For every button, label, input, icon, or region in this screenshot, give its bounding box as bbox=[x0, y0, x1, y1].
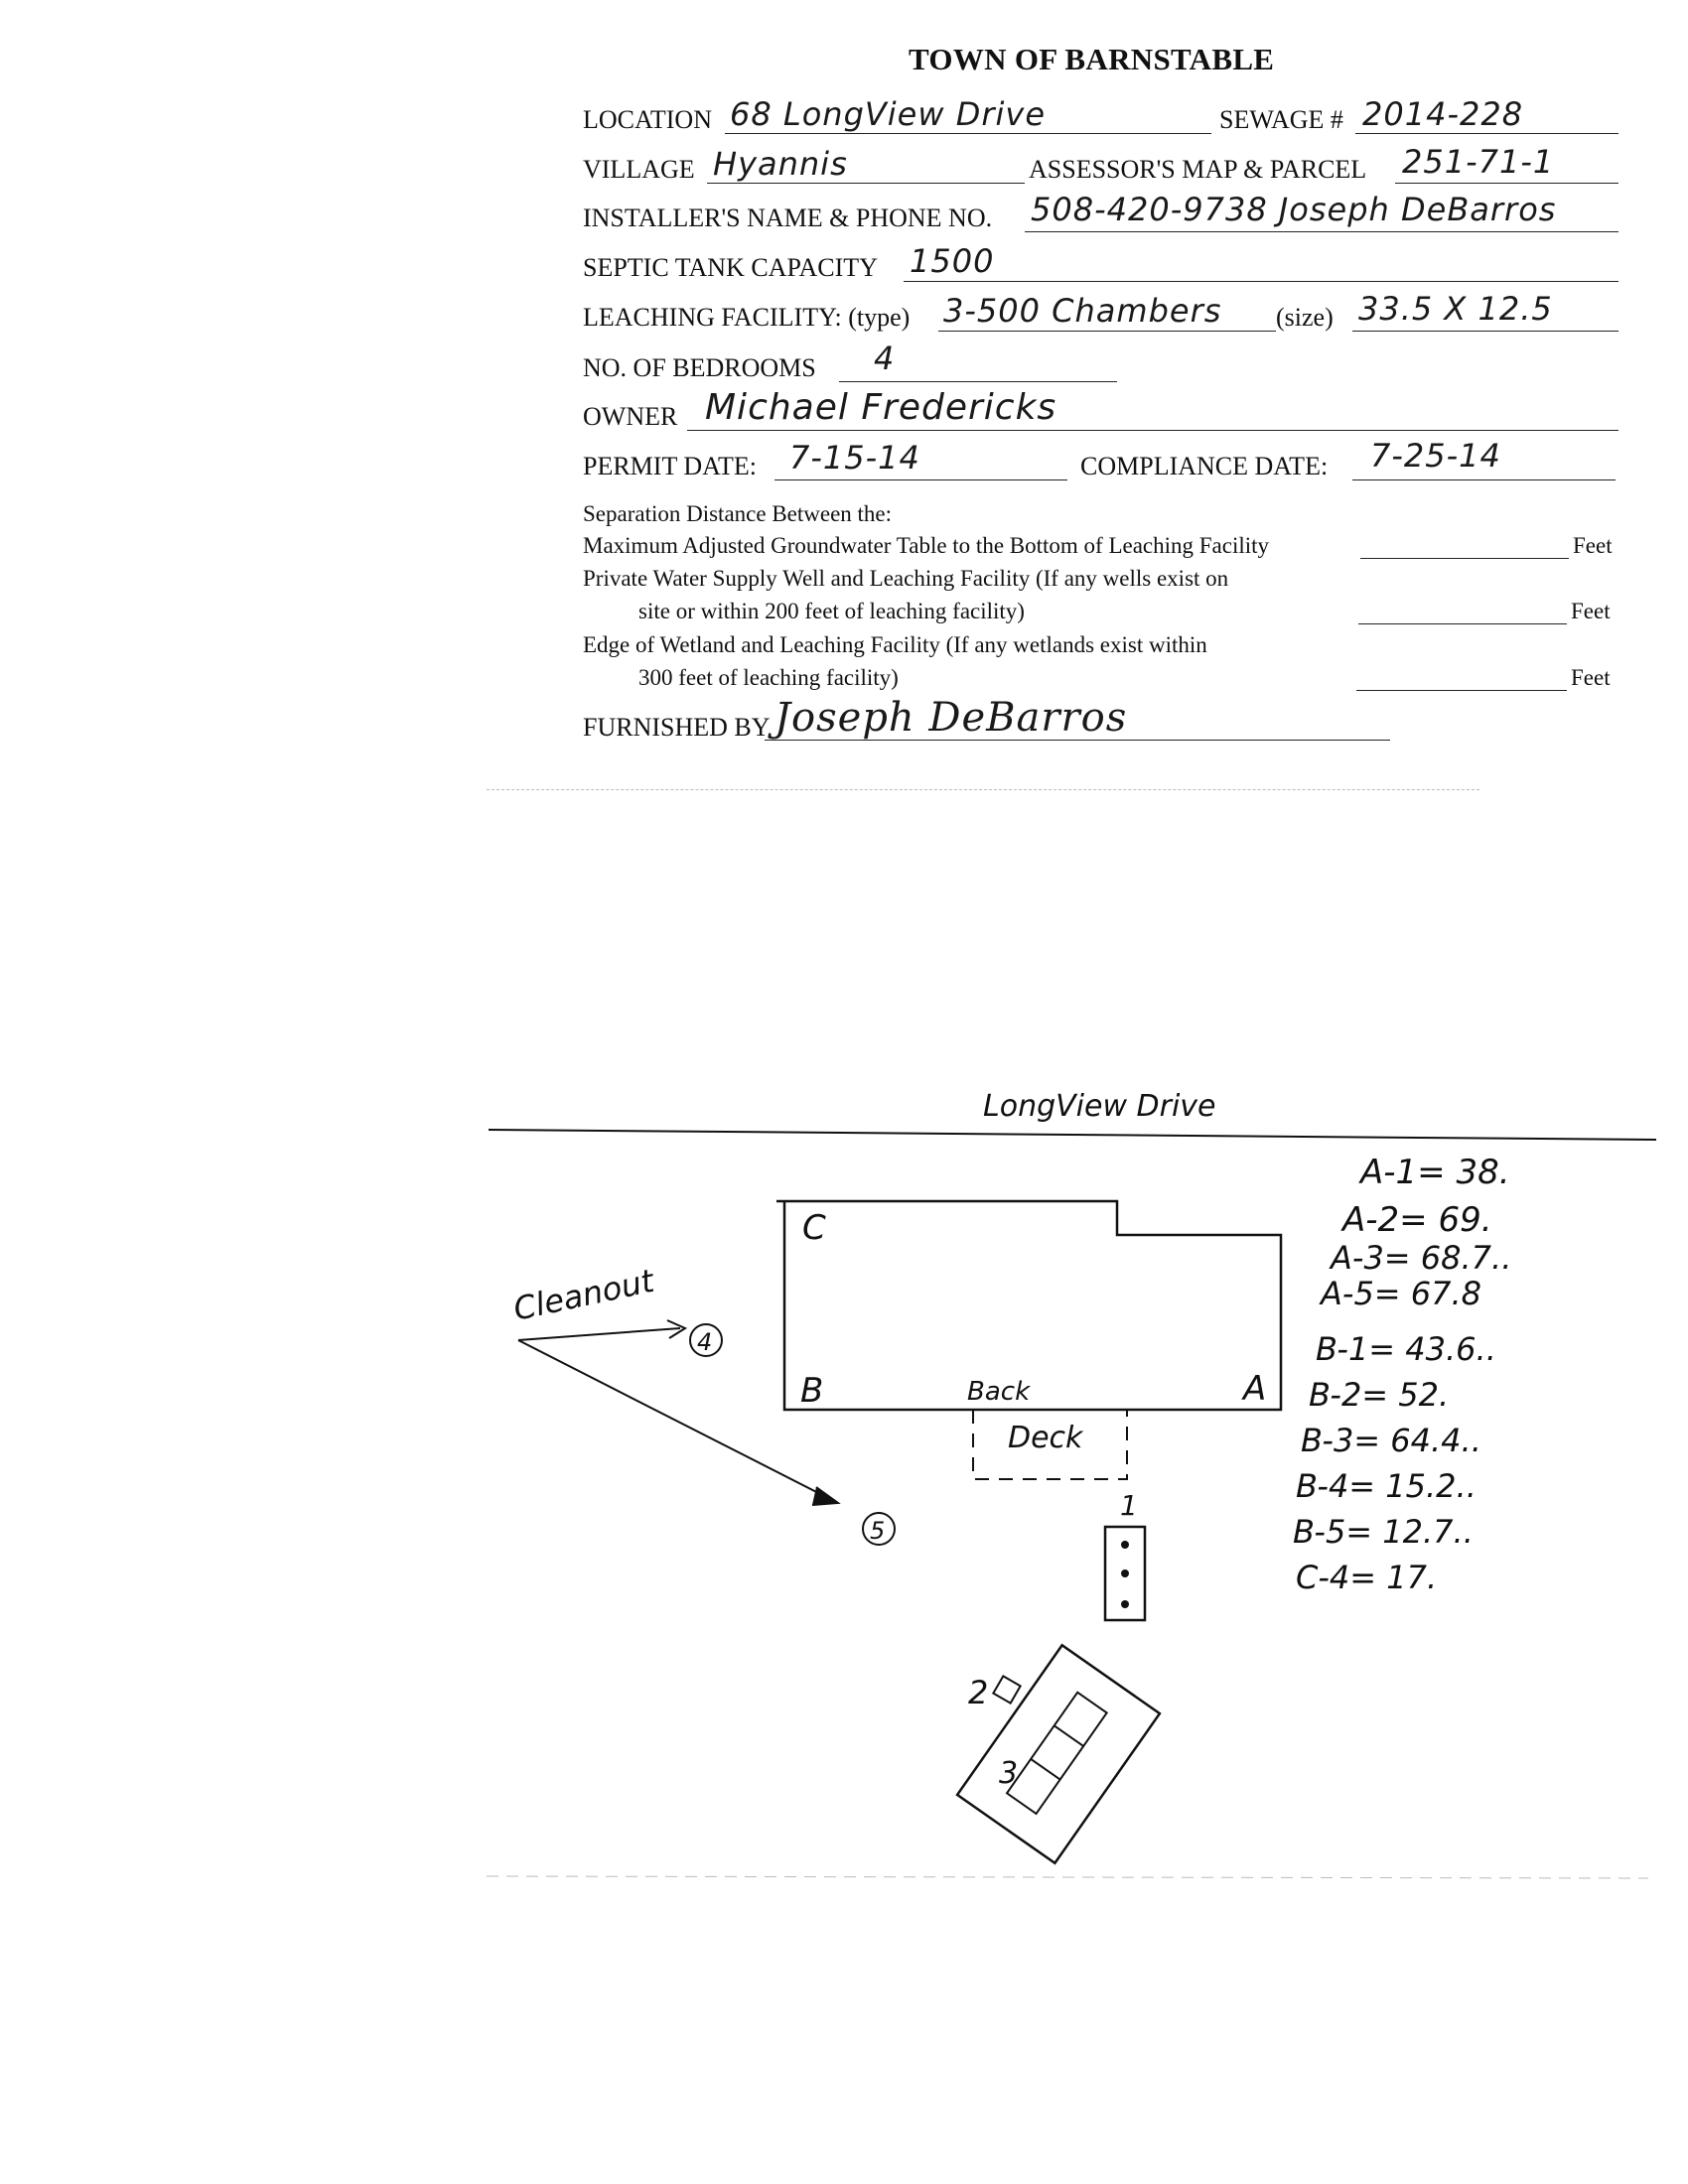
measurement-7: B-3= 64.4.. bbox=[1301, 1422, 1481, 1459]
septic-value[interactable]: 1500 bbox=[910, 242, 995, 280]
assessor-line bbox=[1395, 183, 1618, 184]
leaching-size-line bbox=[1352, 331, 1618, 332]
compliance-value[interactable]: 7-25-14 bbox=[1370, 437, 1501, 475]
measurement-5: B-1= 43.6.. bbox=[1316, 1330, 1496, 1368]
location-line bbox=[725, 133, 1211, 134]
corner-a-label: A bbox=[1243, 1369, 1267, 1409]
measurement-10: C-4= 17. bbox=[1296, 1559, 1438, 1596]
owner-line bbox=[687, 430, 1618, 431]
wetland-text-2: 300 feet of leaching facility) bbox=[638, 665, 899, 690]
installer-value[interactable]: 508-420-9738 Joseph DeBarros bbox=[1031, 191, 1557, 228]
wetland-line[interactable] bbox=[1356, 690, 1567, 691]
scan-divider-bottom bbox=[487, 1876, 1648, 1878]
compliance-label: COMPLIANCE DATE: bbox=[1080, 452, 1329, 480]
measurement-8: B-4= 15.2.. bbox=[1296, 1467, 1477, 1505]
marker-5-label: 5 bbox=[870, 1517, 886, 1545]
well-text-1: Private Water Supply Well and Leaching Facility (If any wells exist on bbox=[583, 566, 1229, 591]
marker-3-label: 3 bbox=[999, 1756, 1019, 1791]
well-line[interactable] bbox=[1358, 623, 1567, 624]
groundwater-line[interactable] bbox=[1360, 558, 1569, 559]
sewage-value[interactable]: 2014-228 bbox=[1362, 95, 1524, 133]
installer-line bbox=[1025, 231, 1618, 232]
owner-label: OWNER bbox=[583, 402, 678, 431]
form-title: TOWN OF BARNSTABLE bbox=[909, 42, 1275, 76]
village-value[interactable]: Hyannis bbox=[713, 145, 848, 183]
deck-label: Deck bbox=[1008, 1421, 1083, 1455]
tank-dot-2 bbox=[1121, 1570, 1129, 1577]
furnished-signature: Joseph DeBarros bbox=[774, 695, 1128, 741]
marker-2-box bbox=[993, 1676, 1020, 1703]
wetland-unit: Feet bbox=[1571, 665, 1611, 690]
village-label: VILLAGE bbox=[583, 155, 695, 184]
leaching-type-value[interactable]: 3-500 Chambers bbox=[943, 292, 1222, 330]
permit-line bbox=[774, 479, 1067, 480]
separation-heading: Separation Distance Between the: bbox=[583, 501, 893, 526]
well-unit: Feet bbox=[1571, 599, 1611, 623]
septic-compliance-form bbox=[0, 0, 1688, 794]
street-label: LongView Drive bbox=[983, 1089, 1216, 1124]
site-sketch-svg bbox=[0, 1072, 1688, 1906]
compliance-line bbox=[1352, 479, 1616, 480]
measurement-2: A-2= 69. bbox=[1342, 1200, 1492, 1240]
measurement-4: A-5= 67.8 bbox=[1321, 1275, 1482, 1312]
measurement-3: A-3= 68.7.. bbox=[1331, 1239, 1512, 1277]
leaching-type-line bbox=[938, 331, 1276, 332]
leaching-size-label: (size) bbox=[1276, 303, 1334, 332]
groundwater-unit: Feet bbox=[1573, 533, 1613, 558]
site-sketch bbox=[0, 1072, 1688, 1906]
measurement-6: B-2= 52. bbox=[1309, 1376, 1450, 1414]
location-value[interactable]: 68 LongView Drive bbox=[730, 95, 1047, 133]
wetland-text-1: Edge of Wetland and Leaching Facility (If any wetlands exist within bbox=[583, 632, 1207, 657]
sewage-line bbox=[1355, 133, 1618, 134]
marker-1-label: 1 bbox=[1120, 1489, 1138, 1522]
leaching-type-label: LEACHING FACILITY: (type) bbox=[583, 303, 911, 332]
groundwater-text: Maximum Adjusted Groundwater Table to the Bottom of Leaching Facility bbox=[583, 533, 1270, 558]
owner-value[interactable]: Michael Fredericks bbox=[705, 387, 1057, 428]
tank-dot-3 bbox=[1121, 1600, 1129, 1608]
bedrooms-label: NO. OF BEDROOMS bbox=[583, 353, 816, 382]
permit-value[interactable]: 7-15-14 bbox=[789, 439, 920, 477]
assessor-value[interactable]: 251-71-1 bbox=[1402, 143, 1555, 181]
marker-2-label: 2 bbox=[968, 1674, 989, 1711]
street-line bbox=[489, 1130, 1656, 1140]
marker-4-label: 4 bbox=[697, 1328, 713, 1356]
septic-label: SEPTIC TANK CAPACITY bbox=[583, 253, 878, 282]
bedrooms-line bbox=[839, 381, 1117, 382]
cleanout-label: Cleanout bbox=[509, 1261, 657, 1328]
measurement-1: A-1= 38. bbox=[1360, 1153, 1510, 1192]
permit-label: PERMIT DATE: bbox=[583, 452, 758, 480]
installer-label: INSTALLER'S NAME & PHONE NO. bbox=[583, 204, 993, 232]
bedrooms-value[interactable]: 4 bbox=[874, 340, 896, 377]
septic-line bbox=[904, 281, 1618, 282]
leaching-size-value[interactable]: 33.5 X 12.5 bbox=[1358, 290, 1553, 328]
tank-dot-1 bbox=[1121, 1541, 1129, 1549]
assessor-label: ASSESSOR'S MAP & PARCEL bbox=[1029, 155, 1367, 184]
leaching-chambers bbox=[1007, 1693, 1107, 1814]
chamber-divider-1 bbox=[1055, 1725, 1083, 1746]
chamber-divider-2 bbox=[1031, 1759, 1059, 1780]
location-label: LOCATION bbox=[583, 105, 712, 134]
well-text-2: site or within 200 feet of leaching facility) bbox=[638, 599, 1025, 623]
scan-divider-top bbox=[487, 789, 1479, 790]
back-label: Back bbox=[967, 1377, 1031, 1407]
corner-c-label: C bbox=[802, 1208, 826, 1248]
cleanout-arrowhead-5 bbox=[812, 1487, 838, 1505]
village-line bbox=[707, 183, 1025, 184]
corner-b-label: B bbox=[800, 1371, 824, 1411]
measurement-9: B-5= 12.7.. bbox=[1293, 1513, 1474, 1551]
measurement-list bbox=[1293, 1153, 1511, 1596]
furnished-label: FURNISHED BY bbox=[583, 713, 771, 742]
cleanout-arrow-4 bbox=[518, 1328, 680, 1340]
sewage-label: SEWAGE # bbox=[1219, 105, 1343, 134]
cleanout-arrow-5 bbox=[518, 1340, 834, 1501]
